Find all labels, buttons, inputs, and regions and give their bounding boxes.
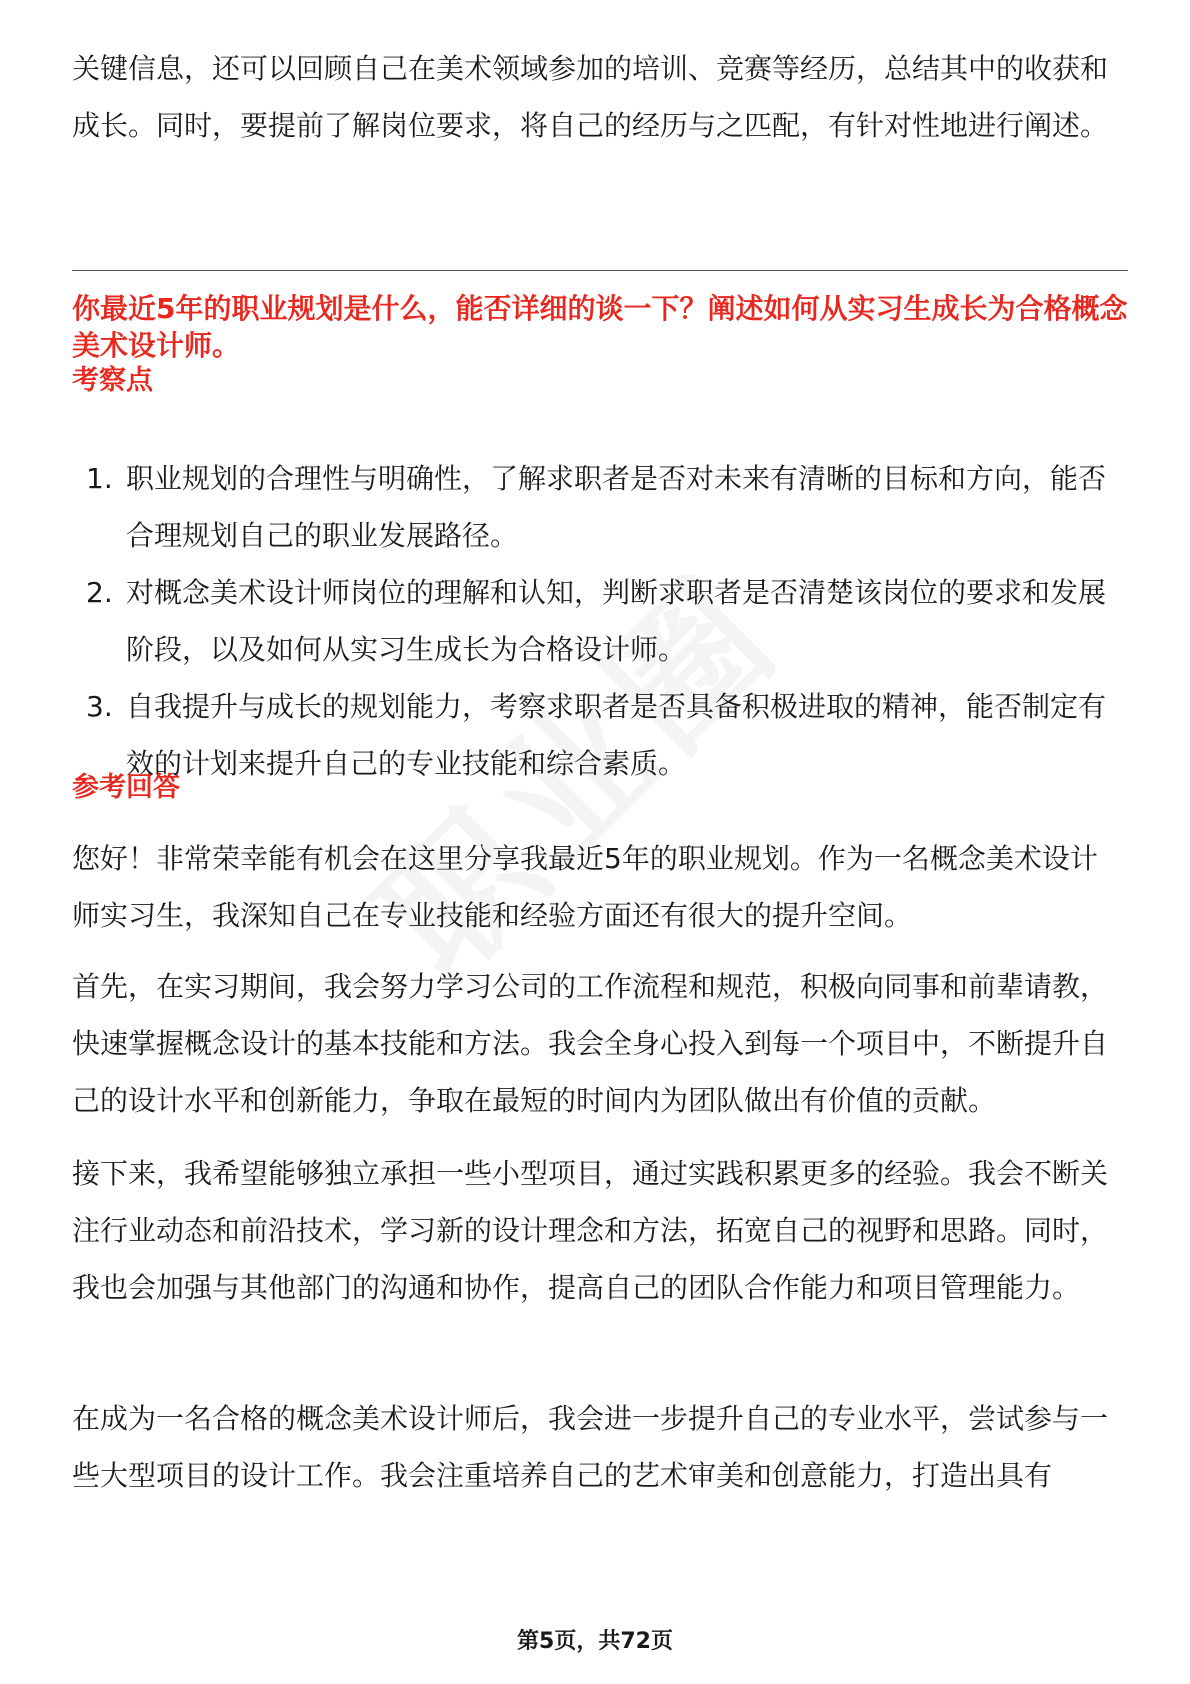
list-item [72, 564, 1128, 678]
section-divider [72, 270, 1128, 271]
list-item-text: 自我提升与成长的规划能力，考察求职者是否具备积极进取的精神，能否制定有效的计划来提升自己的专业技能和综合素质。 [126, 690, 1107, 780]
list-number: 3. [86, 690, 113, 723]
assessment-list [72, 450, 1128, 792]
list-item [72, 678, 1128, 792]
page-footer: 第5页，共72页 [517, 1629, 673, 1654]
intro-paragraph: 关键信息，还可以回顾自己在美术领域参加的培训、竞赛等经历，总结其中的收获和成长。同时，要提前了解岗位要求，将自己的经历与之匹配，有针对性地进行阐述。 [72, 52, 1109, 142]
answer-paragraph: 您好！非常荣幸能有机会在这里分享我最近5年的职业规划。作为一名概念美术设计师实习生，我深知自己在专业技能和经验方面还有很大的提升空间。 [72, 842, 1098, 932]
list-number: 1. [86, 462, 113, 495]
list-item-text: 对概念美术设计师岗位的理解和认知，判断求职者是否清楚该岗位的要求和发展阶段，以及如何从实习生成长为合格设计师。 [126, 576, 1107, 666]
interview-question: 你最近5年的职业规划是什么，能否详细的谈一下？阐述如何从实习生成长为合格概念美术设计师。 [72, 292, 1128, 362]
answer-paragraph: 首先，在实习期间，我会努力学习公司的工作流程和规范，积极向同事和前辈请教，快速掌握概念设计的基本技能和方法。我会全身心投入到每一个项目中，不断提升自己的设计水平和创新能力，争取在最短的时间内为团队做出有价值的贡献。 [72, 970, 1109, 1117]
answer-title: 参考回答 [72, 772, 180, 803]
list-item [72, 450, 1128, 564]
answer-paragraph: 在成为一名合格的概念美术设计师后，我会进一步提升自己的专业水平，尝试参与一些大型项目的设计工作。我会注重培养自己的艺术审美和创意能力，打造出具有 [72, 1402, 1109, 1492]
list-number: 2. [86, 576, 113, 609]
assessment-title: 考察点 [72, 365, 153, 396]
list-item-text: 职业规划的合理性与明确性，了解求职者是否对未来有清晰的目标和方向，能否合理规划自己的职业发展路径。 [126, 462, 1107, 552]
answer-paragraph: 接下来，我希望能够独立承担一些小型项目，通过实践积累更多的经验。我会不断关注行业动态和前沿技术，学习新的设计理念和方法，拓宽自己的视野和思路。同时，我也会加强与其他部门的沟通和协作，提高自己的团队合作能力和项目管理能力。 [72, 1157, 1109, 1304]
